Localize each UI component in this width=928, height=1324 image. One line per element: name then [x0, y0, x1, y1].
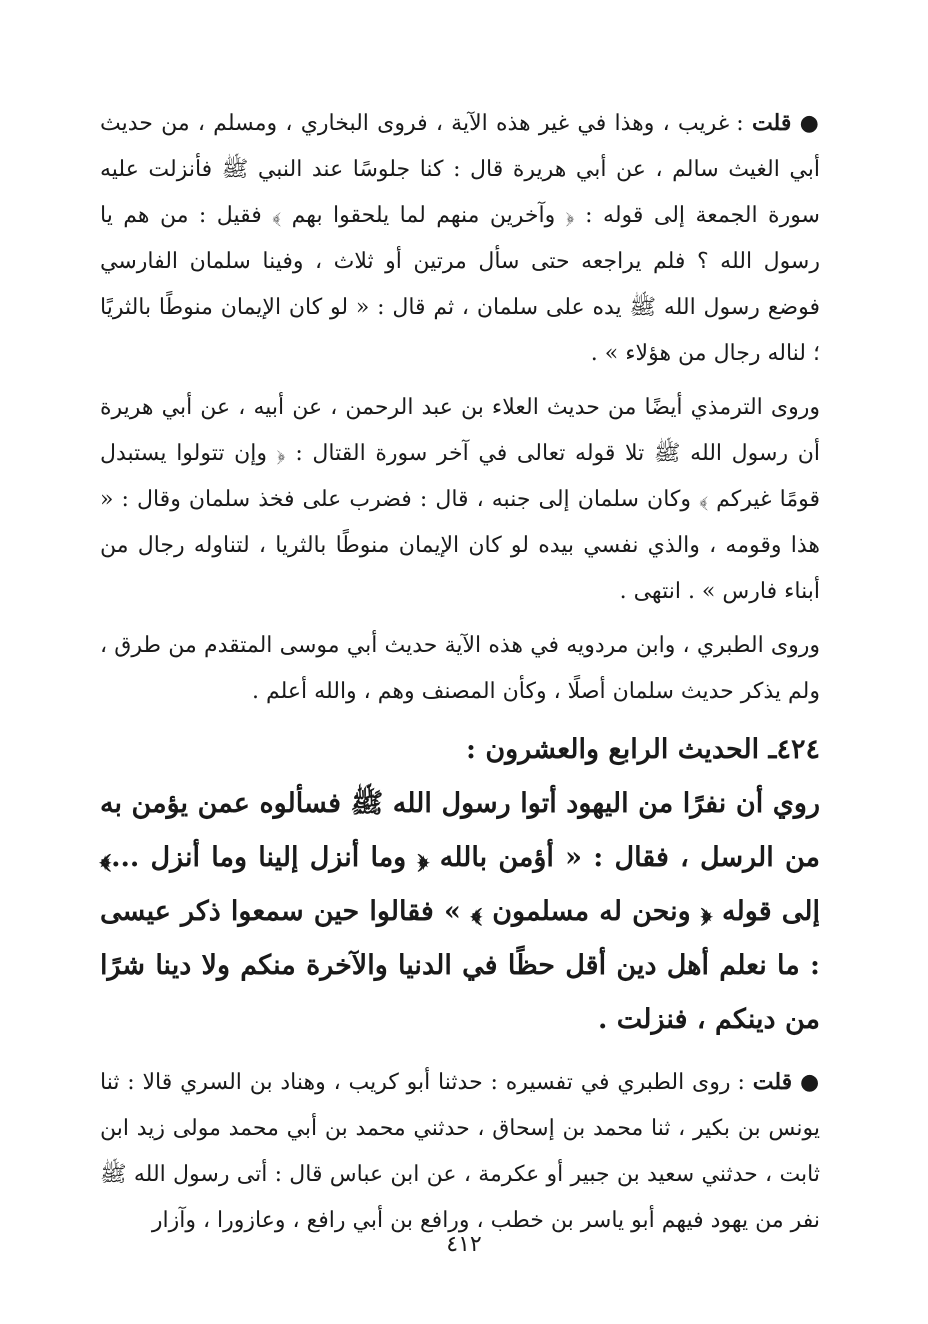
lead-word: قلت	[751, 110, 792, 136]
paragraph-2-text: وروى الترمذي أيضًا من حديث العلاء بن عبد الرحمن ، عن أبيه ، عن أبي هريرة أن رسول الله ﷺ تلا قوله تعالى في آخر سورة القتال : ﴿ وإن تتولوا يستبدل قومًا غيركم ﴾ وكان سلمان إلى جنبه ، قال : فضرب على فخذ سلمان وقال : « هذا وقومه ، والذي نفسي بيده لو كان الإيمان منوطًا بالثريا ، لتناوله رجال من أبناء فارس » . انتهى .	[100, 395, 820, 604]
hadith-text: روي أن نفرًا من اليهود أتوا رسول الله ﷺ فسألوه عمن يؤمن به من الرسل ، فقال : « أؤمن بالله ﴿ وما أنزل إلينا وما أنزل ...﴾ إلى قوله ﴿ ونحن له مسلمون ﴾ » فقالوا حين سمعوا ذكر عيسى : ما نعلم أهل دين أقل حظًا في الدنيا والآخرة منكم ولا دينا شرًا من دينكم ، فنزلت .	[100, 788, 820, 1035]
paragraph-1	[100, 100, 820, 377]
section-heading: ٤٢٤ـ الحديث الرابع والعشرون :	[465, 734, 820, 765]
paragraph-2	[100, 385, 820, 615]
lead-word: قلت	[752, 1069, 793, 1095]
paragraph-4	[100, 1059, 820, 1244]
paragraph-1-text: : غريب ، وهذا في غير هذه الآية ، فروى البخاري ، ومسلم ، من حديث أبي الغيث سالم ، عن أبي هريرة قال : كنا جلوسًا عند النبي ﷺ فأنزلت عليه سورة الجمعة إلى قوله : ﴿ وآخرين منهم لما يلحقوا بهم ﴾ فقيل : من هم يا رسول الله ؟ فلم يراجعه حتى سأل مرتين أو ثلاث ، وفينا سلمان الفارسي فوضع رسول الله ﷺ يده على سلمان ، ثم قال : « لو كان الإيمان منوطًا بالثريًا ؛ لناله رجال من هؤلاء » .	[100, 111, 820, 366]
paragraph-3-text: وروى الطبري ، وابن مردويه في هذه الآية حديث أبي موسى المتقدم من طرق ، ولم يذكر حديث سلمان أصلًا ، وكأن المصنف وهم ، والله أعلم .	[100, 633, 820, 704]
paragraph-4-text: : روى الطبري في تفسيره : حدثنا أبو كريب ، وهناد بن السري قالا : ثنا يونس بن بكير ، ثنا محمد بن إسحاق ، حدثني محمد بن أبي محمد مولى زيد ابن ثابت ، حدثني سعيد بن جبير أو عكرمة ، عن ابن عباس قال : أتى رسول الله ﷺ نفر من يهود فيهم أبو ياسر بن خطب ، ورافع بن أبي رافع ، وعازورا ، وآزار	[100, 1070, 820, 1233]
bullet-mark: ●	[799, 1069, 821, 1095]
page-number: ٤١٢	[446, 1232, 482, 1257]
paragraph-3	[100, 623, 820, 715]
bullet-mark: ●	[799, 110, 821, 136]
